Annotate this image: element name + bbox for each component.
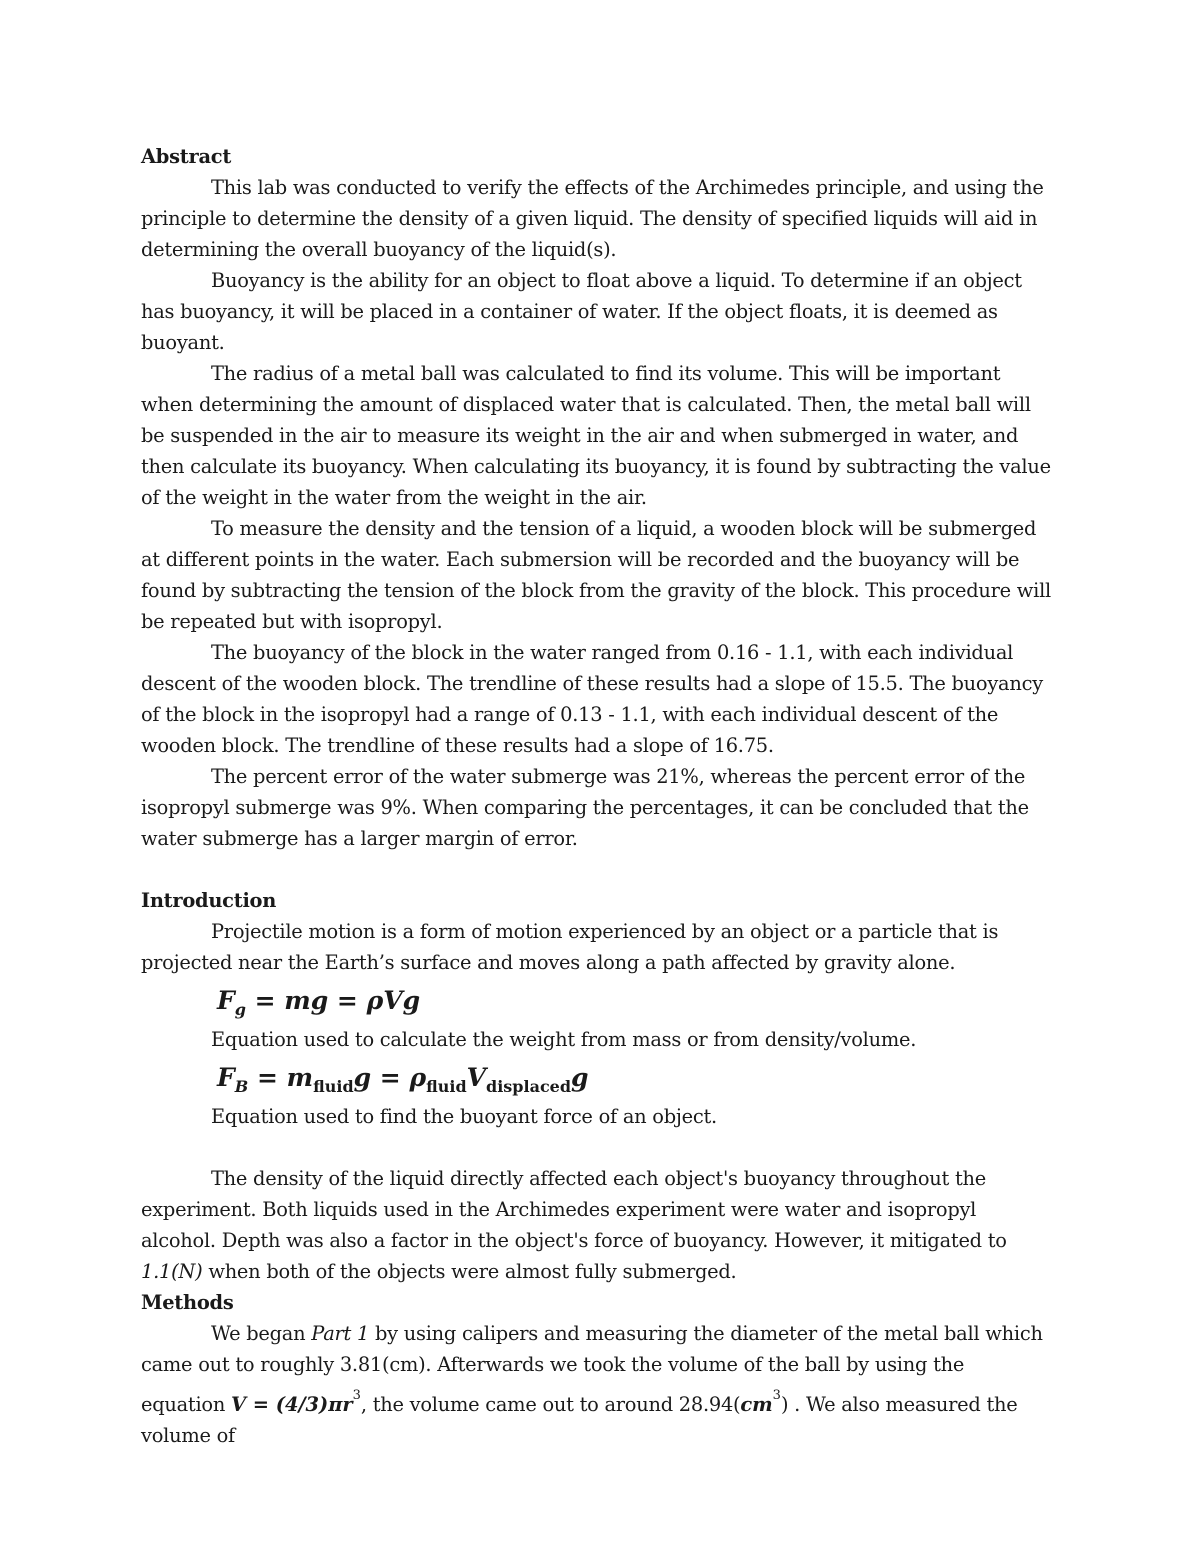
methods-paragraph-1 — [141, 1318, 1053, 1451]
abstract-paragraph-3: The radius of a metal ball was calculated to find its volume. This will be important when determining the amount of displaced water that is calculated. Then, the metal ball will be suspended in the air to measure its weight in the air and when submerged in water, and then calculate its buoyancy. When calculating its buoyancy, it is found by subtracting the value of the weight in the water from the weight in the air. — [141, 362, 1051, 509]
eq1-g-subscript: g — [234, 1000, 246, 1019]
eq2-fluid-subscript-2: fluid — [426, 1077, 467, 1096]
eq2-b-subscript: B — [234, 1077, 249, 1096]
eq2-g: g — [571, 1063, 589, 1092]
methods-heading: Methods — [141, 1291, 234, 1314]
intro-p2-emphasis: 1.1(N) — [141, 1260, 203, 1283]
eq2-displaced-subscript: displaced — [486, 1077, 572, 1096]
weight-equation — [141, 978, 1053, 1024]
buoyant-force-equation — [141, 1055, 1053, 1101]
abstract-heading: Abstract — [141, 145, 232, 168]
intro-p2-text-a: The density of the liquid directly affected each object's buoyancy throughout the experiment. Both liquids used in the Archimedes experiment were water and isopropyl alcohol. Depth was also a factor in the object's force of buoyancy. However, it mitigated to — [141, 1167, 1007, 1252]
intro-p2-text-b: when both of the objects were almost fully submerged. — [202, 1260, 737, 1283]
document-body — [141, 141, 1053, 1451]
abstract-paragraph-2: Buoyancy is the ability for an object to float above a liquid. To determine if an object has buoyancy, it will be placed in a container of water. If the object floats, it is deemed as buoyant. — [141, 269, 1022, 354]
introduction-paragraph-1: Projectile motion is a form of motion experienced by an object or a particle that is projected near the Earth’s surface and moves along a path affected by gravity alone. — [141, 920, 999, 974]
volume-equation-body: V = (4/3)πr — [231, 1393, 353, 1416]
cubic-cm-unit — [740, 1388, 781, 1416]
eq2-fluid-subscript-1: fluid — [313, 1077, 354, 1096]
eq2-g-rho: g = ρ — [353, 1063, 427, 1092]
eq2-m: = m — [248, 1063, 314, 1092]
eq2-v: V — [466, 1063, 487, 1092]
methods-p1-text-c: , the volume came out to around 28.94( — [360, 1393, 741, 1416]
abstract-paragraph-6: The percent error of the water submerge was 21%, whereas the percent error of the isopropyl submerge was 9%. When comparing the percentages, it can be concluded that the water submerge has a larger margin of error. — [141, 765, 1029, 850]
buoyant-force-equation-caption: Equation used to find the buoyant force of an object. — [211, 1105, 717, 1128]
paragraph-spacer — [141, 1132, 1053, 1163]
methods-p1-text-d: ) . We also measured the volume of — [141, 1393, 1018, 1447]
eq1-rest: = mg = ρVg — [245, 986, 421, 1015]
volume-equation-exponent: 3 — [352, 1388, 361, 1403]
introduction-heading: Introduction — [141, 889, 277, 912]
abstract-paragraph-5: The buoyancy of the block in the water ranged from 0.16 - 1.1, with each individual descent of the wooden block. The trendline of these results had a slope of 15.5. The buoyancy of the block in the isopropyl had a range of 0.13 - 1.1, with each individual descent of the wooden block. The trendline of these results had a slope of 16.75. — [141, 641, 1043, 757]
cubic-cm-exponent: 3 — [772, 1388, 781, 1403]
methods-p1-text-a: We began — [211, 1322, 312, 1345]
methods-p1-emphasis: Part 1 — [311, 1322, 370, 1345]
eq2-f: F — [217, 1063, 235, 1092]
abstract-paragraph-1: This lab was conducted to verify the effects of the Archimedes principle, and using the principle to determine the density of a given liquid. The density of specified liquids will aid in determining the overall buoyancy of the liquid(s). — [141, 176, 1044, 261]
introduction-paragraph-2 — [141, 1163, 1053, 1287]
section-spacer — [141, 854, 1053, 885]
volume-equation — [231, 1388, 361, 1416]
eq1-f: F — [217, 986, 235, 1015]
abstract-paragraph-4: To measure the density and the tension of a liquid, a wooden block will be submerged at different points in the water. Each submersion will be recorded and the buoyancy will be found by subtracting the tension of the block from the gravity of the block. This procedure will be repeated but with isopropyl. — [141, 517, 1051, 633]
methods-p1-text-b: by using calipers and measuring the diameter of the metal ball which came out to roughly 3.81(cm). Afterwards we took the volume of the ball by using the equation — [141, 1322, 1043, 1416]
weight-equation-caption: Equation used to calculate the weight from mass or from density/volume. — [211, 1028, 917, 1051]
cubic-cm-base: cm — [740, 1393, 773, 1416]
